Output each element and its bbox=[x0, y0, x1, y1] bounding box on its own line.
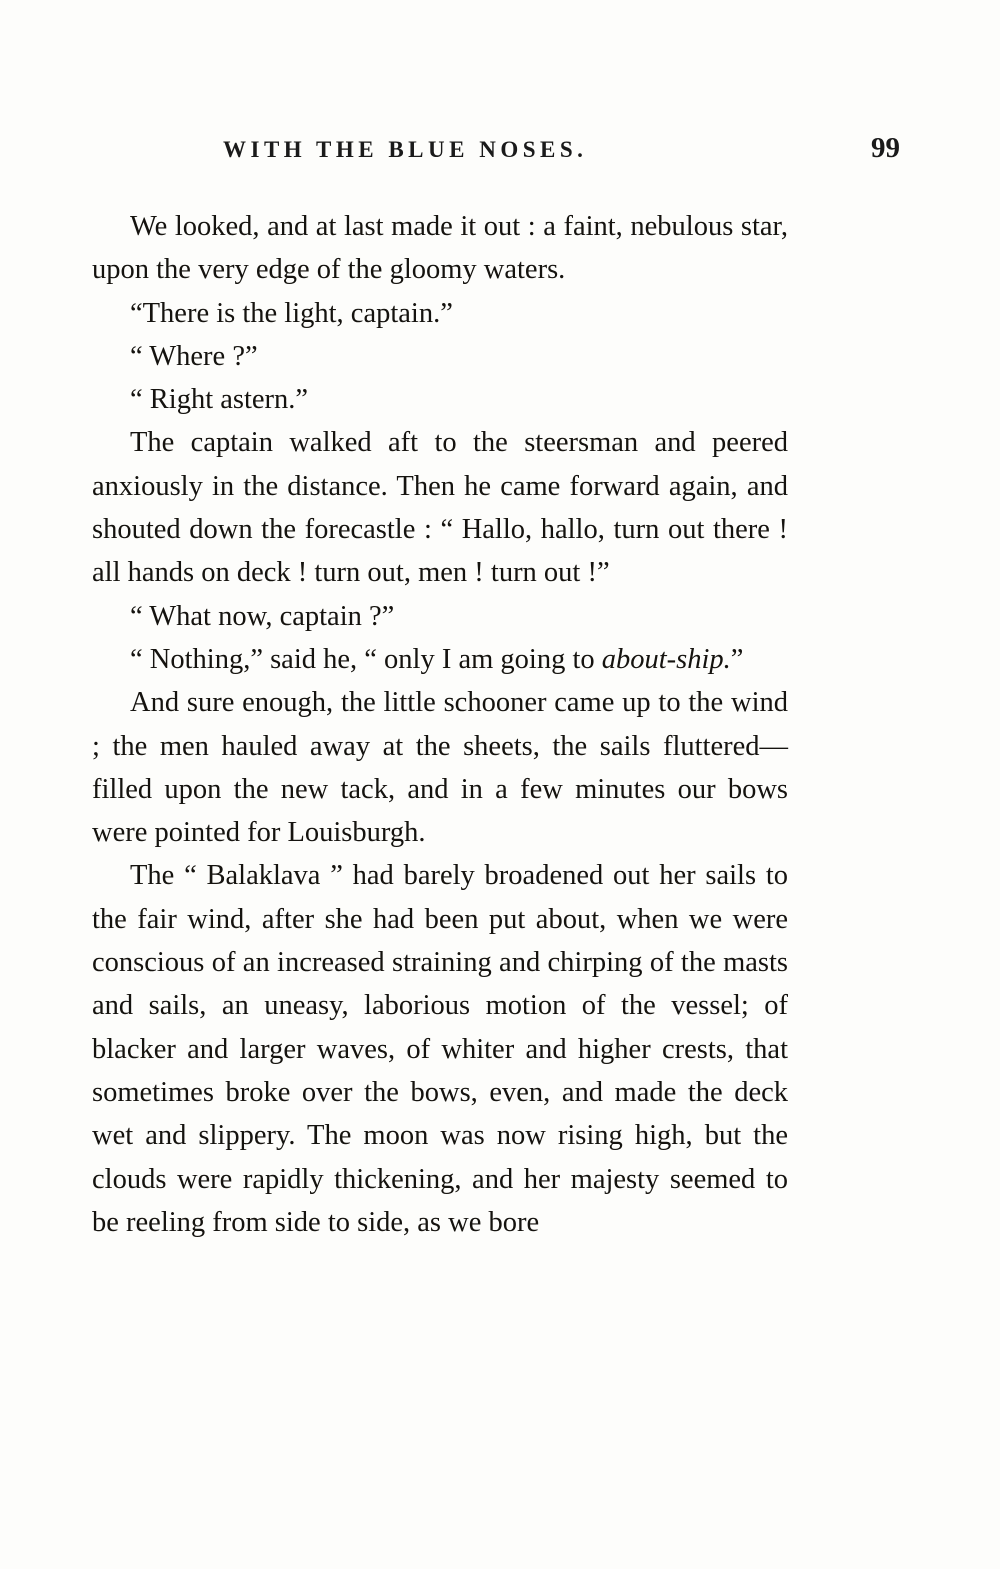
paragraph: “ What now, captain ?” bbox=[130, 600, 395, 632]
text-block bbox=[92, 205, 788, 1244]
paragraph: “ Right astern.” bbox=[130, 384, 309, 416]
paragraph-with-italic bbox=[92, 638, 788, 681]
paragraph-text-tail: ” bbox=[730, 643, 744, 675]
page-header bbox=[90, 132, 910, 172]
paragraph: “There is the light, captain.” bbox=[130, 297, 453, 329]
paragraph: “ Where ?” bbox=[130, 340, 258, 372]
paragraph-text-lead: “ Nothing,” said he, “ only I am going to bbox=[130, 643, 602, 675]
paragraph: The captain walked aft to the steersman and peered anxiously in the distance. Then he came forward again, and shouted down the forecastle : “ Hallo, hallo, turn out there ! all hands on deck ! turn out, men ! turn out !” bbox=[92, 427, 788, 589]
paragraph: We looked, and at last made it out : a faint, nebulous star, upon the very edge of the gloomy waters. bbox=[92, 211, 788, 286]
paragraph: The “ Balaklava ” had barely broadened out her sails to the fair wind, after she had been put about, when we were conscious of an increased straining and chirping of the masts and sails, an uneasy, laborious motion of the vessel; of blacker and larger waves, of whiter and higher crests, that sometimes broke over the bows, even, and made the deck wet and slippery. The moon was now rising high, but the clouds were rapidly thickening, and her majesty seemed to be reeling from side to side, as we bore bbox=[92, 860, 788, 1238]
italic-phrase: about-ship. bbox=[601, 643, 731, 675]
paragraph: And sure enough, the little schooner came up to the wind ; the men hauled away at the sheets, the sails fluttered—filled upon the new tack, and in a few minutes our bows were pointed for Louisburgh. bbox=[92, 687, 788, 849]
page-number: 99 bbox=[871, 132, 900, 164]
running-head: WITH THE BLUE NOSES. bbox=[223, 137, 588, 162]
